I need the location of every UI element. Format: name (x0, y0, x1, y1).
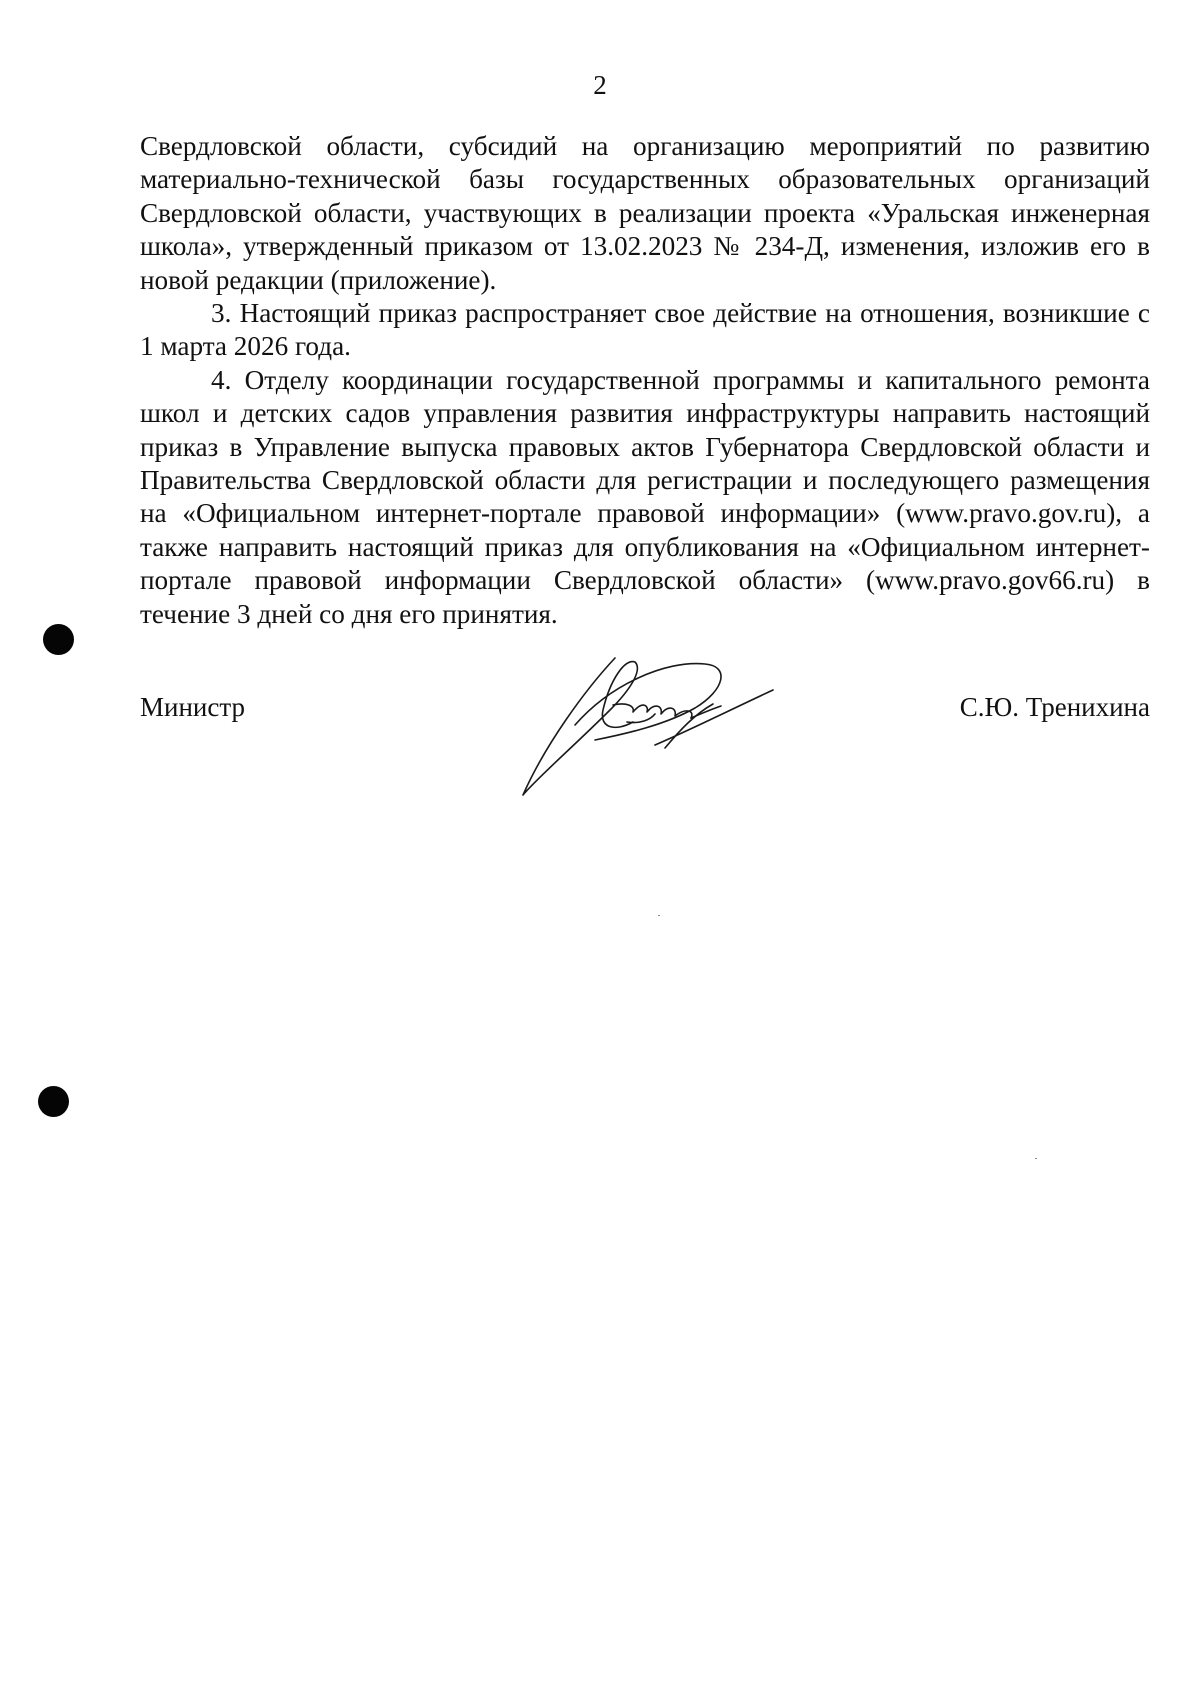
scan-speck (658, 915, 660, 916)
binder-hole-mark (38, 1086, 69, 1117)
page-number: 2 (593, 70, 607, 100)
scan-speck (1035, 1158, 1037, 1159)
handwritten-signature (515, 650, 825, 805)
paragraph-item-3: 3. Настоящий приказ распространяет свое действие на отношения, возникшие с 1 марта 2026 года. (140, 298, 1150, 362)
document-body (140, 130, 1150, 631)
paragraph-continuation: Свердловской области, субсидий на организацию мероприятий по развитию материально-технической базы государственных образовательных организаций Свердловской области, участвующих в реализации проекта «Уральская инженерная школа», утвержденный приказом от 13.02.2023 № 234-Д, изменения, изложив его в новой редакции (приложение). (140, 131, 1150, 295)
signatory-name: С.Ю. Тренихина (959, 692, 1150, 722)
binder-hole-mark (43, 624, 74, 655)
paragraph-item-4: 4. Отделу координации государственной программы и капитального ремонта школ и детских садов управления развития инфраструктуры направить настоящий приказ в Управление выпуска правовых актов Губернатора Свердловской области и Правительства Свердловской области для регистрации и последующего размещения на «Официальном интернет-портале правовой информации» (www.pravo.gov.ru), а также направить настоящий приказ для опубликования на «Официальном интернет-портале правовой информации Свердловской области» (www.pravo.gov66.ru) в течение 3 дней со дня его принятия. (140, 364, 1150, 629)
signatory-title: Министр (140, 692, 245, 722)
